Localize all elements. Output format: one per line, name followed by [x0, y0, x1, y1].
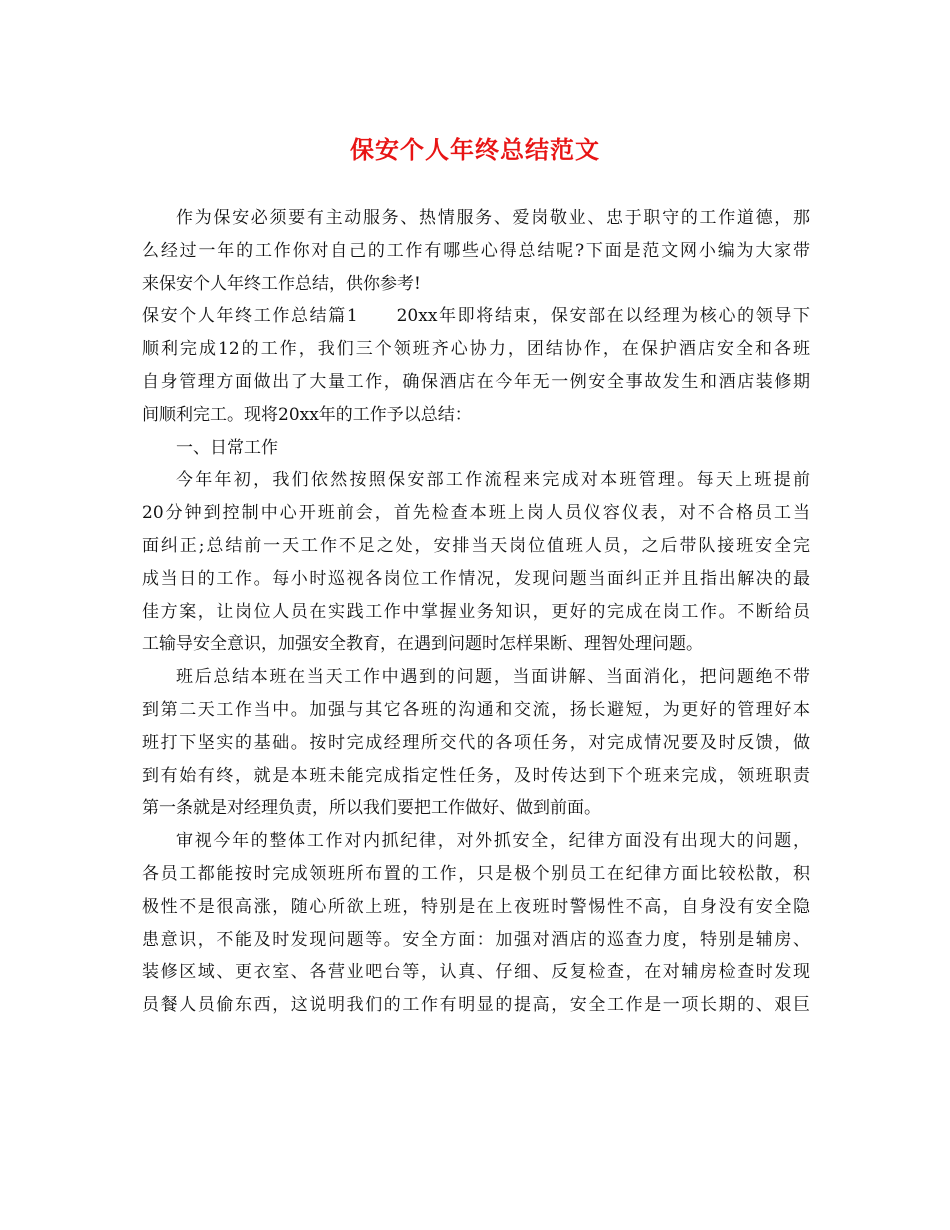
- text-line: 作为保安必须要有主动服务、热情服务、爱岗敬业、忠于职守的工作道德，那: [176, 208, 810, 228]
- text-line: 间顺利完工。现将20xx年的工作予以总结：: [142, 404, 472, 425]
- text-line: 审视今年的整体工作对内抓纪律，对外抓安全，纪律方面没有出现大的问题，: [176, 831, 810, 852]
- text-line: 保安个人年终工作总结篇1 20xx年即将结束，保安部在以经理为核心的领导下: [142, 306, 810, 327]
- text-line: 佳方案，让岗位人员在实践工作中掌握业务知识，更好的完成在岗工作。不断给员: [142, 601, 810, 622]
- text-line: 患意识，不能及时发现问题等。安全方面：加强对酒店的巡查力度，特别是辅房、: [142, 929, 810, 950]
- text-line: 员餐人员偷东西，这说明我们的工作有明显的提高，安全工作是一项长期的、艰巨: [142, 995, 810, 1016]
- text-line: 工输导安全意识，加强安全教育，在遇到问题时怎样果断、理智处理问题。: [142, 634, 703, 655]
- document-title: 保安个人年终总结范文: [350, 135, 600, 164]
- text-line: 第一条就是对经理负责，所以我们要把工作做好、做到前面。: [142, 798, 601, 819]
- text-line: 班后总结本班在当天工作中遇到的问题，当面讲解、当面消化，把问题绝不带: [176, 667, 810, 688]
- text-line: 面纠正;总结前一天工作不足之处，安排当天岗位值班人员，之后带队接班安全完: [142, 535, 810, 556]
- text-line: 顺利完成12的工作，我们三个领班齐心协力，团结协作，在保护酒店安全和各班: [142, 339, 810, 360]
- text-line: 装修区域、更衣室、各营业吧台等，认真、仔细、反复检查，在对辅房检查时发现: [142, 962, 810, 983]
- text-line: 20分钟到控制中心开班前会，首先检查本班上岗人员仪容仪表，对不合格员工当: [142, 503, 810, 524]
- text-line: 今年年初，我们依然按照保安部工作流程来完成对本班管理。每天上班提前: [176, 470, 810, 491]
- text-line: 成当日的工作。每小时巡视各岗位工作情况，发现问题当面纠正并且指出解决的最: [142, 568, 810, 589]
- text-line: 自身管理方面做出了大量工作，确保酒店在今年无一例安全事故发生和酒店装修期: [142, 371, 810, 392]
- text-line: 到有始有终，就是本班未能完成指定性任务，及时传达到下个班来完成，领班职责: [142, 765, 810, 786]
- text-line: 到第二天工作当中。加强与其它各班的沟通和交流，扬长避短，为更好的管理好本: [142, 699, 810, 720]
- text-line: 各员工都能按时完成领班所布置的工作，只是极个别员工在纪律方面比较松散，积: [142, 863, 810, 884]
- text-line: 极性不是很高涨，随心所欲上班，特别是在上夜班时警惕性不高，自身没有安全隐: [142, 896, 810, 917]
- text-line: 么经过一年的工作你对自己的工作有哪些心得总结呢?下面是范文网小编为大家带: [142, 240, 810, 261]
- text-line: 来保安个人年终工作总结，供你参考!: [142, 273, 421, 294]
- text-line: 班打下坚实的基础。按时完成经理所交代的各项任务，对完成情况要及时反馈，做: [142, 732, 810, 753]
- section-heading: 一、日常工作: [176, 437, 278, 458]
- document-body: [142, 202, 810, 1022]
